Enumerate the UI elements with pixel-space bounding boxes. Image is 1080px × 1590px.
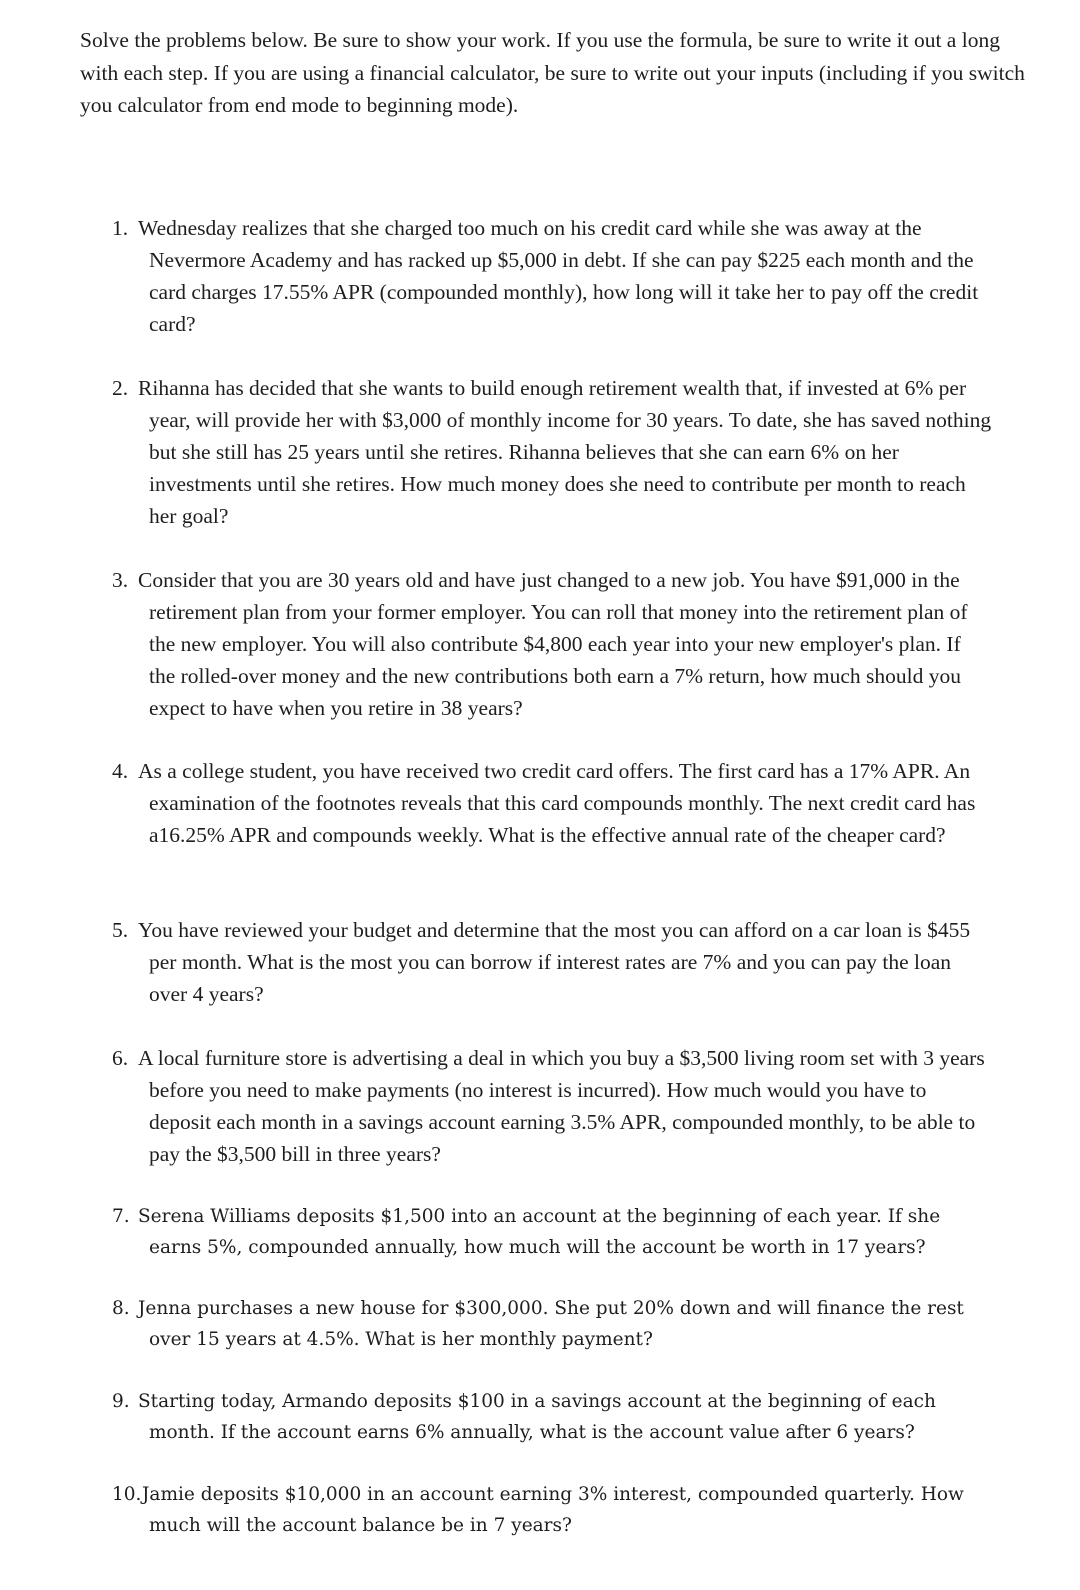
problem-paragraph: [112, 1293, 992, 1355]
problem-number: 4.: [112, 759, 129, 783]
problem-number: 3.: [112, 568, 129, 592]
problem-text: Consider that you are 30 years old and have just changed to a new job. You have $91,000 in the retirement plan from your former employer. You can roll that money into the retirement plan of the new employer. You will also contribute $4,800 each year into your new employer's plan. If the rolled-over money and the new contributions both earn a 7% return, how much should you expect to have when you retire in 38 years?: [138, 568, 968, 720]
problem-paragraph: [112, 1479, 992, 1541]
problem-paragraph: [112, 372, 992, 532]
problem-item: [112, 755, 992, 851]
problem-item: [112, 1042, 992, 1170]
problem-text: Wednesday realizes that she charged too much on his credit card while she was away at the Nevermore Academy and has racked up $5,000 in debt. If she can pay $225 each month and the card charges 17.55% APR (compounded monthly), how long will it take her to pay off the credit card?: [138, 216, 979, 336]
problem-text: Jenna purchases a new house for $300,000. She put 20% down and will finance the rest over 15 years at 4.5%. What is her monthly payment?: [138, 1298, 964, 1350]
problem-paragraph: [112, 564, 992, 724]
problem-text: Rihanna has decided that she wants to build enough retirement wealth that, if invested at 6% per year, will provide her with $3,000 of monthly income for 30 years. To date, she has saved nothing but she still has 25 years until she retires. Rihanna believes that she can earn 6% on her investments until she retires. How much money does she need to contribute per month to reach her goal?: [138, 376, 992, 528]
problem-number: 2.: [112, 376, 129, 400]
problem-item: [112, 1479, 992, 1541]
problem-text: You have reviewed your budget and determine that the most you can afford on a car loan is $455 per month. What is the most you can borrow if interest rates are 7% and you can pay the loan over 4 years?: [138, 918, 971, 1006]
problem-item: [112, 1386, 992, 1448]
problem-item: [112, 914, 992, 1010]
problem-text: Jamie deposits $10,000 in an account earning 3% interest, compounded quarterly. How much will the account balance be in 7 years?: [142, 1484, 964, 1536]
problem-number: 9.: [112, 1391, 130, 1412]
problem-paragraph: [112, 212, 992, 340]
problem-number: 5.: [112, 918, 129, 942]
problem-number: 6.: [112, 1046, 129, 1070]
problem-paragraph: [112, 1386, 992, 1448]
problem-item: [112, 564, 992, 724]
problem-number: 7.: [112, 1206, 130, 1227]
instructions-paragraph: Solve the problems below. Be sure to show your work. If you use the formula, be sure to write it out a long with each step. If you are using a financial calculator, be sure to write out your inputs (including if you switch you calculator from end mode to beginning mode).: [80, 28, 1025, 117]
problem-text: A local furniture store is advertising a deal in which you buy a $3,500 living room set with 3 years before you need to make payments (no interest is incurred). How much would you have to deposit each month in a savings account earning 3.5% APR, compounded monthly, to be able to pay the $3,500 bill in three years?: [138, 1046, 985, 1166]
problem-number: 10.: [112, 1484, 142, 1505]
problem-number: 1.: [112, 216, 129, 240]
problem-text: As a college student, you have received two credit card offers. The first card has a 17% APR. An examination of the footnotes reveals that this card compounds monthly. The next credit card has a16.25% APR and compounds weekly. What is the effective annual rate of the cheaper card?: [138, 759, 976, 847]
problem-number: 8.: [112, 1298, 130, 1319]
problem-item: [112, 1201, 992, 1263]
problem-item: [112, 212, 992, 340]
problem-item: [112, 1293, 992, 1355]
problem-text: Serena Williams deposits $1,500 into an account at the beginning of each year. If she earns 5%, compounded annually, how much will the account be worth in 17 years?: [138, 1206, 941, 1258]
problem-item: [112, 372, 992, 532]
problem-paragraph: [112, 755, 992, 851]
problem-text: Starting today, Armando deposits $100 in a savings account at the beginning of each month. If the account earns 6% annually, what is the account value after 6 years?: [138, 1391, 936, 1443]
problem-paragraph: [112, 914, 992, 1010]
problem-paragraph: [112, 1201, 992, 1263]
problem-paragraph: [112, 1042, 992, 1170]
